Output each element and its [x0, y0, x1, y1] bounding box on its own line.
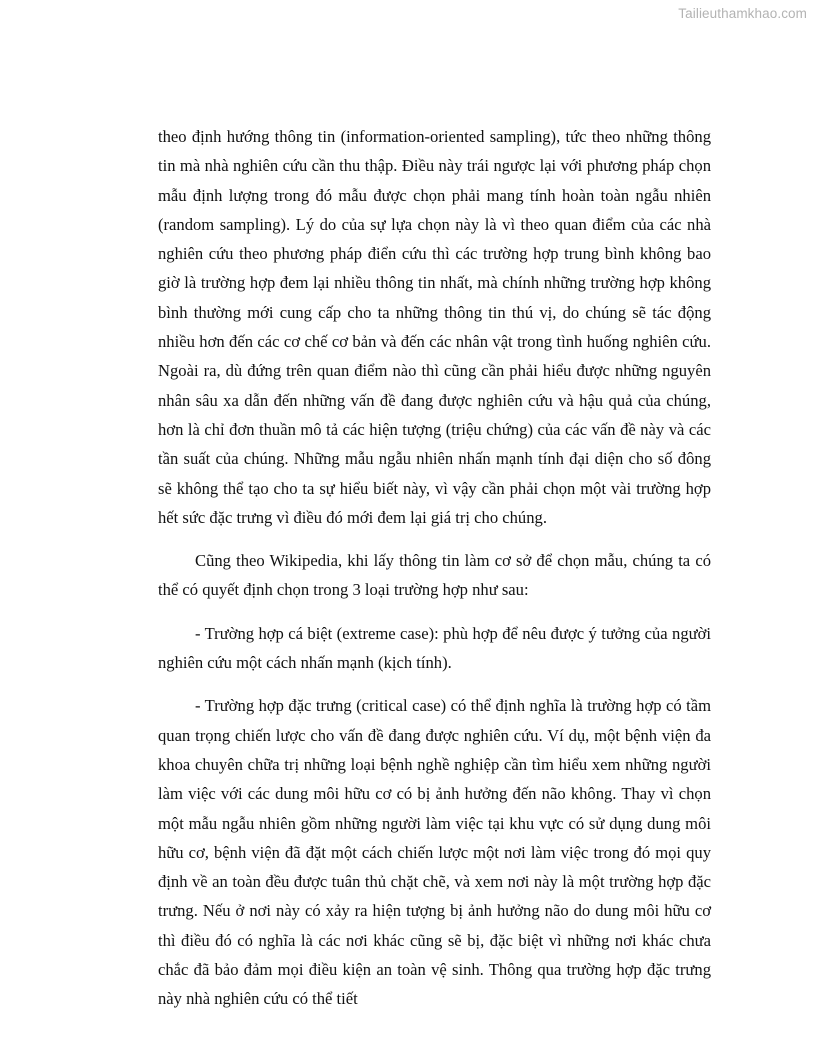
paragraph-sampling-rationale: theo định hướng thông tin (information-oriented sampling), tức theo những thông tin mà nhà nghiên cứu cần thu thập. Điều này trái ngược lại với phương pháp chọn mẫu định lượng trong đó mẫu được chọn phải mang tính hoàn toàn ngẫu nhiên (random sampling). Lý do của sự lựa chọn này là vì theo quan điểm của các nhà nghiên cứu theo phương pháp điển cứu thì các trường hợp trung bình không bao giờ là trường hợp đem lại nhiều thông tin nhất, mà chính những trường hợp không bình thường mới cung cấp cho ta những thông tin thú vị, do chúng sẽ tác động nhiều hơn đến các cơ chế cơ bản và đến các nhân vật trong tình huống nghiên cứu. Ngoài ra, dù đứng trên quan điểm nào thì cũng cần phải hiểu được những nguyên nhân sâu xa dẫn đến những vấn đề đang được nghiên cứu và hậu quả của chúng, hơn là chỉ đơn thuần mô tả các hiện tượng (triệu chứng) của các vấn đề này và các tần suất của chúng. Những mẫu ngẫu nhiên nhấn mạnh tính đại diện cho số đông sẽ không thể tạo cho ta sự hiểu biết này, vì vậy cần phải chọn một vài trường hợp hết sức đặc trưng vì điều đó mới đem lại giá trị cho chúng.	[158, 127, 711, 527]
paragraph-wikipedia-intro: Cũng theo Wikipedia, khi lấy thông tin làm cơ sở để chọn mẫu, chúng ta có thể có quyết định chọn trong 3 loại trường hợp như sau:	[158, 551, 711, 600]
document-body	[158, 122, 711, 1014]
paragraph-extreme-case: - Trường hợp cá biệt (extreme case): phù hợp để nêu được ý tưởng của người nghiên cứu một cách nhấn mạnh (kịch tính).	[158, 623, 711, 673]
paragraph-critical-case: - Trường hợp đặc trưng (critical case) có thể định nghĩa là trường hợp có tầm quan trọng chiến lược cho vấn đề đang được nghiên cứu. Ví dụ, một bệnh viện đa khoa chuyên chữa trị những loại bệnh nghề nghiệp cần tìm hiểu xem những người làm việc với các dung môi hữu cơ có bị ảnh hưởng đến não không. Thay vì chọn một mẫu ngẫu nhiên gồm những người làm việc tại khu vực có sử dụng dung môi hữu cơ, bệnh viện đã đặt một cách chiến lược một nơi làm việc trong đó mọi quy định về an toàn đều được tuân thủ chặt chẽ, và xem nơi này là một trường hợp đặc trưng. Nếu ở nơi này có xảy ra hiện tượng bị ảnh hưởng não do dung môi hữu cơ thì điều đó có nghĩa là các nơi khác cũng sẽ bị, đặc biệt vì những nơi khác chưa chắc đã bảo đảm mọi điều kiện an toàn vệ sinh. Thông qua trường hợp đặc trưng này nhà nghiên cứu có thể tiết	[158, 696, 711, 1009]
watermark: Tailieuthamkhao.com	[678, 6, 807, 21]
